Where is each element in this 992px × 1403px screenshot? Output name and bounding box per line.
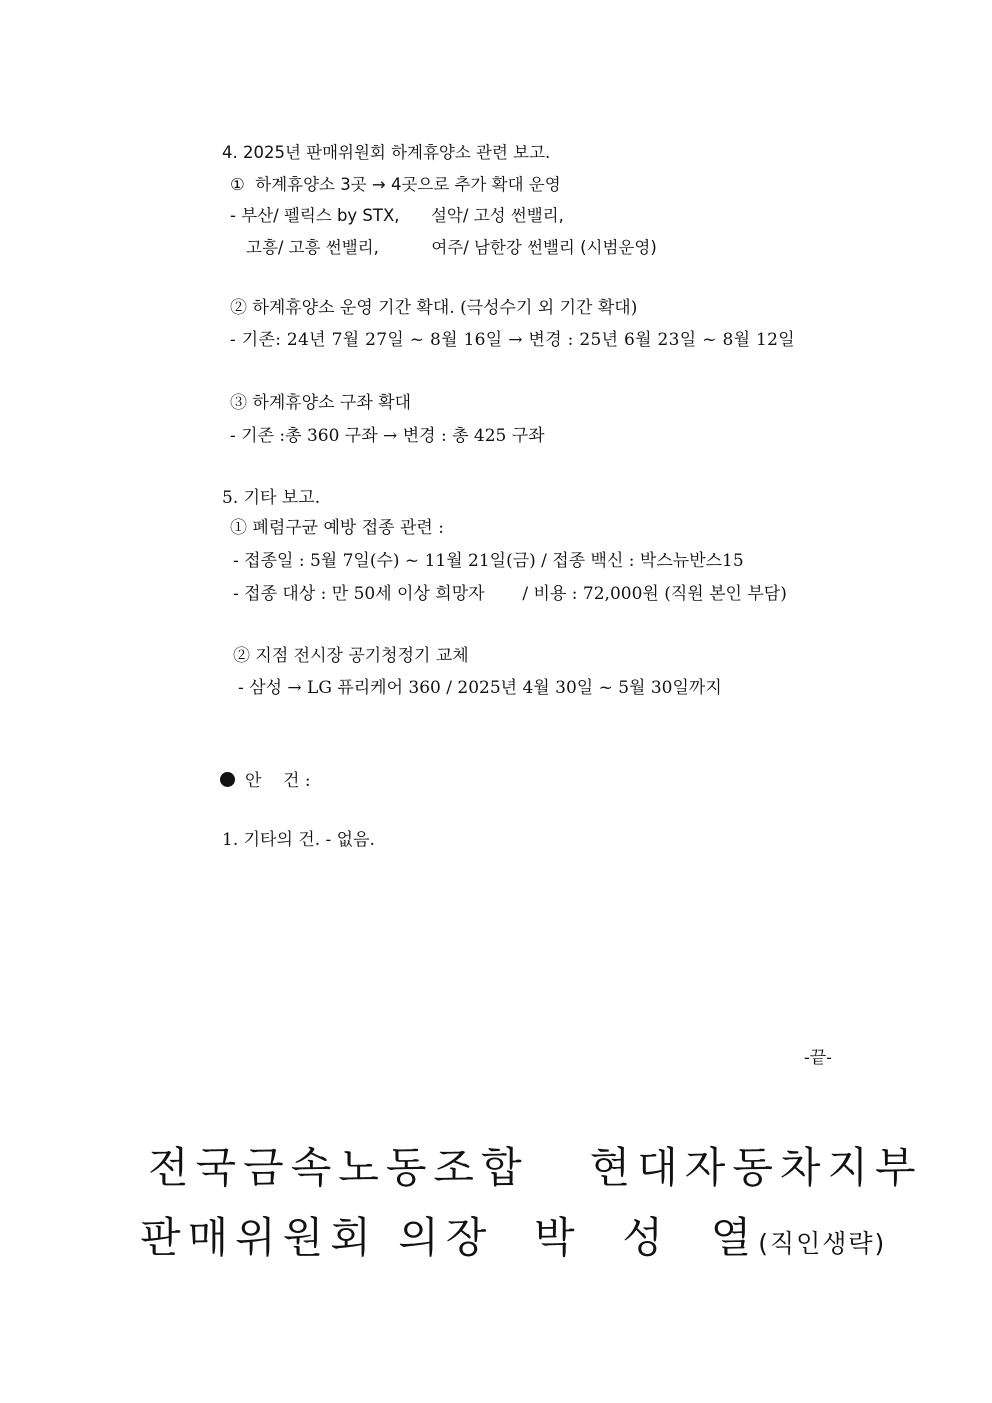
section4-item1-line2: 고흥/ 고흥 썬밸리, 여주/ 남한강 썬밸리 (시범운영) — [246, 238, 657, 257]
agenda-heading — [220, 770, 311, 792]
end-mark: -끝- — [804, 1048, 832, 1068]
section5-item1-line2: - 접종 대상 : 만 50세 이상 희망자 / 비용 : 72,000원 (직원 본인 부담) — [233, 584, 787, 604]
section4-item3-line1: - 기존 :총 360 구좌 → 변경 : 총 425 구좌 — [230, 426, 545, 446]
section4-title: 4. 2025년 판매위원회 하계휴양소 관련 보고. — [222, 143, 551, 162]
section4-item2-line1: - 기존: 24년 7월 27일 ~ 8월 16일 → 변경 : 25년 6월 23일 ~ 8월 12일 — [230, 330, 795, 350]
section5-item1-heading: ① 폐렴구균 예방 접종 관련 : — [230, 518, 444, 538]
section5-item1-line1: - 접종일 : 5월 7일(수) ~ 11월 21일(금) / 접종 백신 : 박스뉴반스15 — [233, 551, 744, 571]
section5-item2-line1: - 삼성 → LG 퓨리케어 360 / 2025년 4월 30일 ~ 5월 30일까지 — [238, 678, 722, 698]
agenda-label: 안 건 : — [245, 771, 311, 791]
section4-item1-heading: ① 하계휴양소 3곳 → 4곳으로 추가 확대 운영 — [230, 175, 561, 194]
signature-seal-note: (직인생략) — [758, 1229, 887, 1258]
section5-title: 5. 기타 보고. — [222, 488, 321, 508]
section4-item3-heading: ③ 하계휴양소 구좌 확대 — [230, 393, 412, 413]
signature-name: 판매위원회 의장 박 성 열 — [140, 1213, 759, 1262]
agenda-item1: 1. 기타의 건. - 없음. — [222, 830, 375, 850]
signature-org: 전국금속노동조합 현대자동차지부 — [148, 1143, 923, 1192]
signature-line — [140, 1212, 886, 1270]
section4-item2-heading: ② 하계휴양소 운영 기간 확대. (극성수기 외 기간 확대) — [230, 298, 638, 318]
section5-item2-heading: ② 지점 전시장 공기청정기 교체 — [233, 646, 469, 666]
section4-item1-line1: - 부산/ 펠릭스 by STX, 설악/ 고성 썬밸리, — [230, 206, 564, 225]
bullet-dot-icon — [220, 772, 235, 787]
